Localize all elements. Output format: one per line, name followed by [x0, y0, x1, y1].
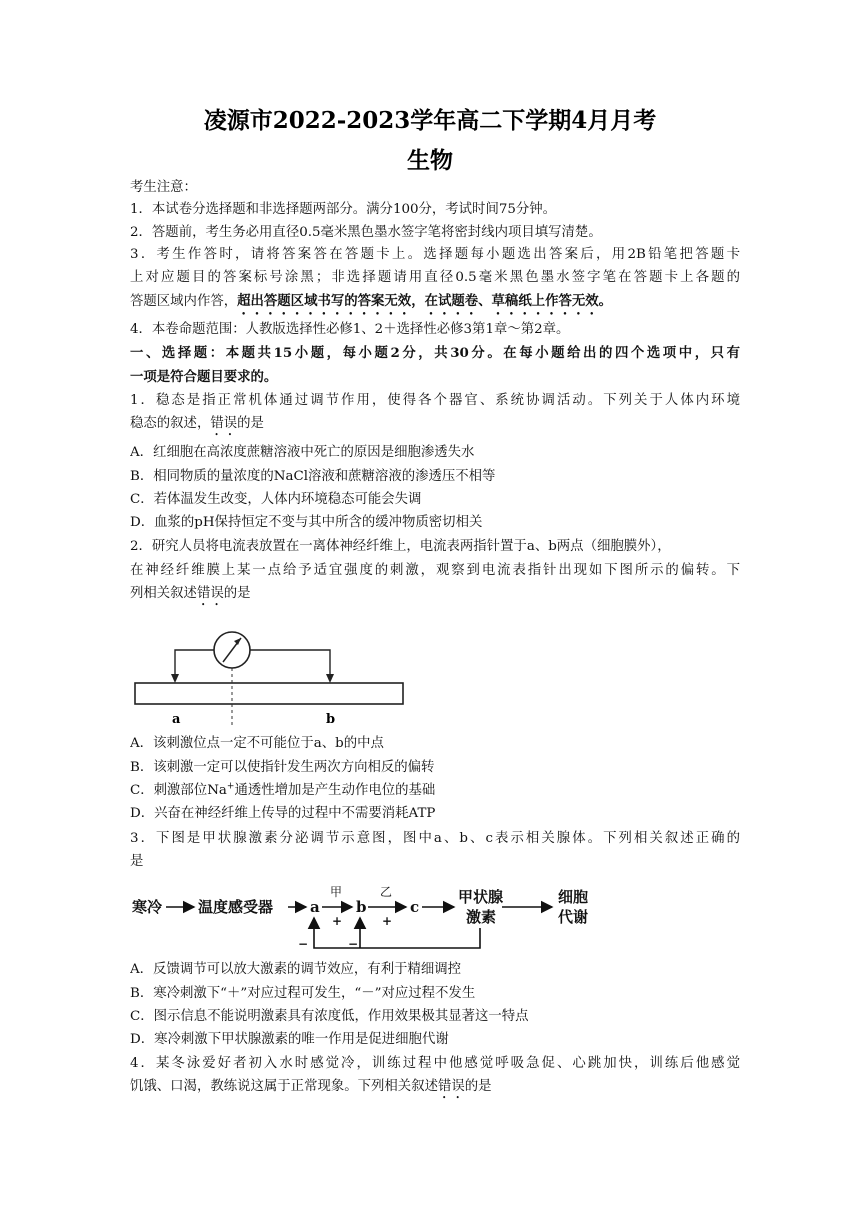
- cell-metabolism-line-1: 细胞: [558, 888, 589, 906]
- q2-option-d: D．兴奋在神经纤维上传导的过程中不需要消耗ATP: [130, 806, 436, 821]
- notice-item-3-line-2: 上对应题目的答案标号涂黑；非选择题请用直径0.5毫米黑色墨水签字笔在答题卡上各题的: [130, 270, 740, 285]
- lead-arrow-b: [326, 674, 334, 683]
- exam-title: 凌源市2022-2023学年高二下学期4月月考: [203, 107, 657, 134]
- q2-stem-line-3: [130, 584, 740, 609]
- notice-heading: 考生注意：: [130, 180, 197, 195]
- q2-stem-emphasis: 错误: [196, 586, 224, 601]
- hormone-label-line-1: 甲状腺: [458, 888, 504, 906]
- q2-option-c: [130, 781, 740, 801]
- notice-item-4: 4．本卷命题范围：人教版选择性必修1、2＋选择性必修3第1章～第2章。: [130, 322, 570, 337]
- cell-metabolism-line-2: 代谢: [558, 908, 589, 926]
- q4-stem-emphasis: 错误: [437, 1079, 465, 1094]
- q2-stem-pre: 列相关叙述: [130, 586, 197, 601]
- plus-sign-2: +: [382, 914, 393, 928]
- hormone-label-line-2: 激素: [466, 908, 497, 926]
- q3-stem-line-2: 是: [130, 854, 144, 869]
- nerve-fiber-bar: [135, 683, 403, 704]
- plus-sign-1: +: [332, 914, 343, 928]
- temperature-sensor-label: 温度感受器: [198, 898, 274, 916]
- point-a-label: a: [172, 712, 181, 727]
- q2-stem-line-2: 在神经纤维膜上某一点给予适宜强度的刺激，观察到电流表指针出现如下图所示的偏转。下: [130, 563, 740, 578]
- lead-wire-b: [250, 650, 330, 680]
- notice-item-3-plain: 答题区域内作答，: [130, 294, 238, 309]
- lead-wire-a: [175, 650, 214, 680]
- hormone-yi-label: 乙: [380, 885, 393, 899]
- q1-option-b: B．相同物质的量浓度的NaCl溶液和蔗糖溶液的渗透压不相等: [130, 469, 496, 484]
- q1-stem-line-1: 1．稳态是指正常机体通过调节作用，使得各个器官、系统协调活动。下列关于人体内环境: [130, 393, 740, 408]
- minus-sign-2: −: [348, 937, 359, 951]
- q3-stem-line-1: 3．下图是甲状腺激素分泌调节示意图，图中a、b、c表示相关腺体。下列相关叙述正确的: [130, 831, 740, 846]
- q3-option-d: D．寒冷刺激下甲状腺激素的唯一作用是促进细胞代谢: [130, 1032, 449, 1047]
- thyroid-regulation-diagram: [130, 878, 600, 954]
- q1-option-a: A．红细胞在高浓度蔗糖溶液中死亡的原因是细胞渗透失水: [130, 445, 475, 460]
- section-1-heading-line-1: 一、选择题：本题共15小题，每小题2分，共30分。在每小题给出的四个选项中，只有: [130, 345, 740, 361]
- q2-stem-post: 的是: [223, 586, 251, 601]
- gland-a-label: a: [310, 898, 320, 916]
- q2-stem-line-1: 2．研究人员将电流表放置在一离体神经纤维上，电流表两指针置于a、b两点（细胞膜外），: [130, 539, 671, 554]
- q4-stem-post: 的是: [464, 1079, 492, 1094]
- hormone-jia-label: 甲: [330, 885, 343, 899]
- q1-stem-line-2: [130, 414, 740, 439]
- q2-option-b: B．该刺激一定可以使指针发生两次方向相反的偏转: [130, 760, 435, 775]
- gland-b-label: b: [356, 898, 367, 916]
- section-1-heading-line-2: 一项是符合题目要求的。: [130, 369, 278, 385]
- gland-c-label: c: [410, 898, 420, 916]
- q4-stem-pre: 饥饿、口渴，教练说这属于正常现象。下列相关叙述: [130, 1079, 438, 1094]
- notice-item-3-line-3: [130, 291, 740, 318]
- q4-stem-line-1: 4．某冬泳爱好者初入水时感觉冷，训练过程中他感觉呼吸急促、心跳加快，训练后他感觉: [130, 1056, 740, 1071]
- q3-option-a: A．反馈调节可以放大激素的调节效应，有利于精细调控: [130, 962, 462, 977]
- q2-option-c-post: 通透性增加是产生动作电位的基础: [234, 783, 436, 798]
- q1-stem-pre: 稳态的叙述，: [130, 416, 211, 431]
- notice-item-2: 2．答题前，考生务必用直径0.5毫米黑色墨水签字笔将密封线内项目填写清楚。: [130, 225, 602, 240]
- nerve-fiber-galvanometer-diagram: [130, 610, 410, 730]
- notice-item-3-line-1: 3．考生作答时，请将答案答在答题卡上。选择题每小题选出答案后，用2B铅笔把答题卡: [130, 247, 740, 262]
- lead-arrow-a: [171, 674, 179, 683]
- cold-stimulus-label: 寒冷: [132, 898, 163, 916]
- q2-option-a: A．该刺激位点一定不可能位于a、b的中点: [130, 736, 384, 751]
- q1-stem-post: 的是: [237, 416, 264, 431]
- q1-stem-emphasis: 错误: [210, 416, 238, 431]
- q1-option-c: C．若体温发生改变，人体内环境稳态可能会失调: [130, 492, 422, 507]
- q2-option-c-pre: C．刺激部位Na: [130, 783, 227, 798]
- q2-option-c-superscript: +: [226, 781, 235, 792]
- notice-item-3-bold-warning: 超出答题区域书写的答案无效，在试题卷、草稿纸上作答无效。: [237, 293, 613, 309]
- exam-subject: 生物: [407, 147, 453, 174]
- notice-item-1: 1．本试卷分选择题和非选择题两部分。满分100分，考试时间75分钟。: [130, 202, 557, 217]
- q4-stem-line-2: [130, 1077, 740, 1102]
- point-b-label: b: [326, 712, 336, 727]
- q3-option-c: C．图示信息不能说明激素具有浓度低，作用效果极其显著这一特点: [130, 1009, 529, 1024]
- q3-option-b: B．寒冷刺激下“＋”对应过程可发生，“－”对应过程不发生: [130, 986, 476, 1001]
- minus-sign-1: −: [298, 937, 309, 951]
- q1-option-d: D．血浆的pH保持恒定不变与其中所含的缓冲物质密切相关: [130, 515, 483, 530]
